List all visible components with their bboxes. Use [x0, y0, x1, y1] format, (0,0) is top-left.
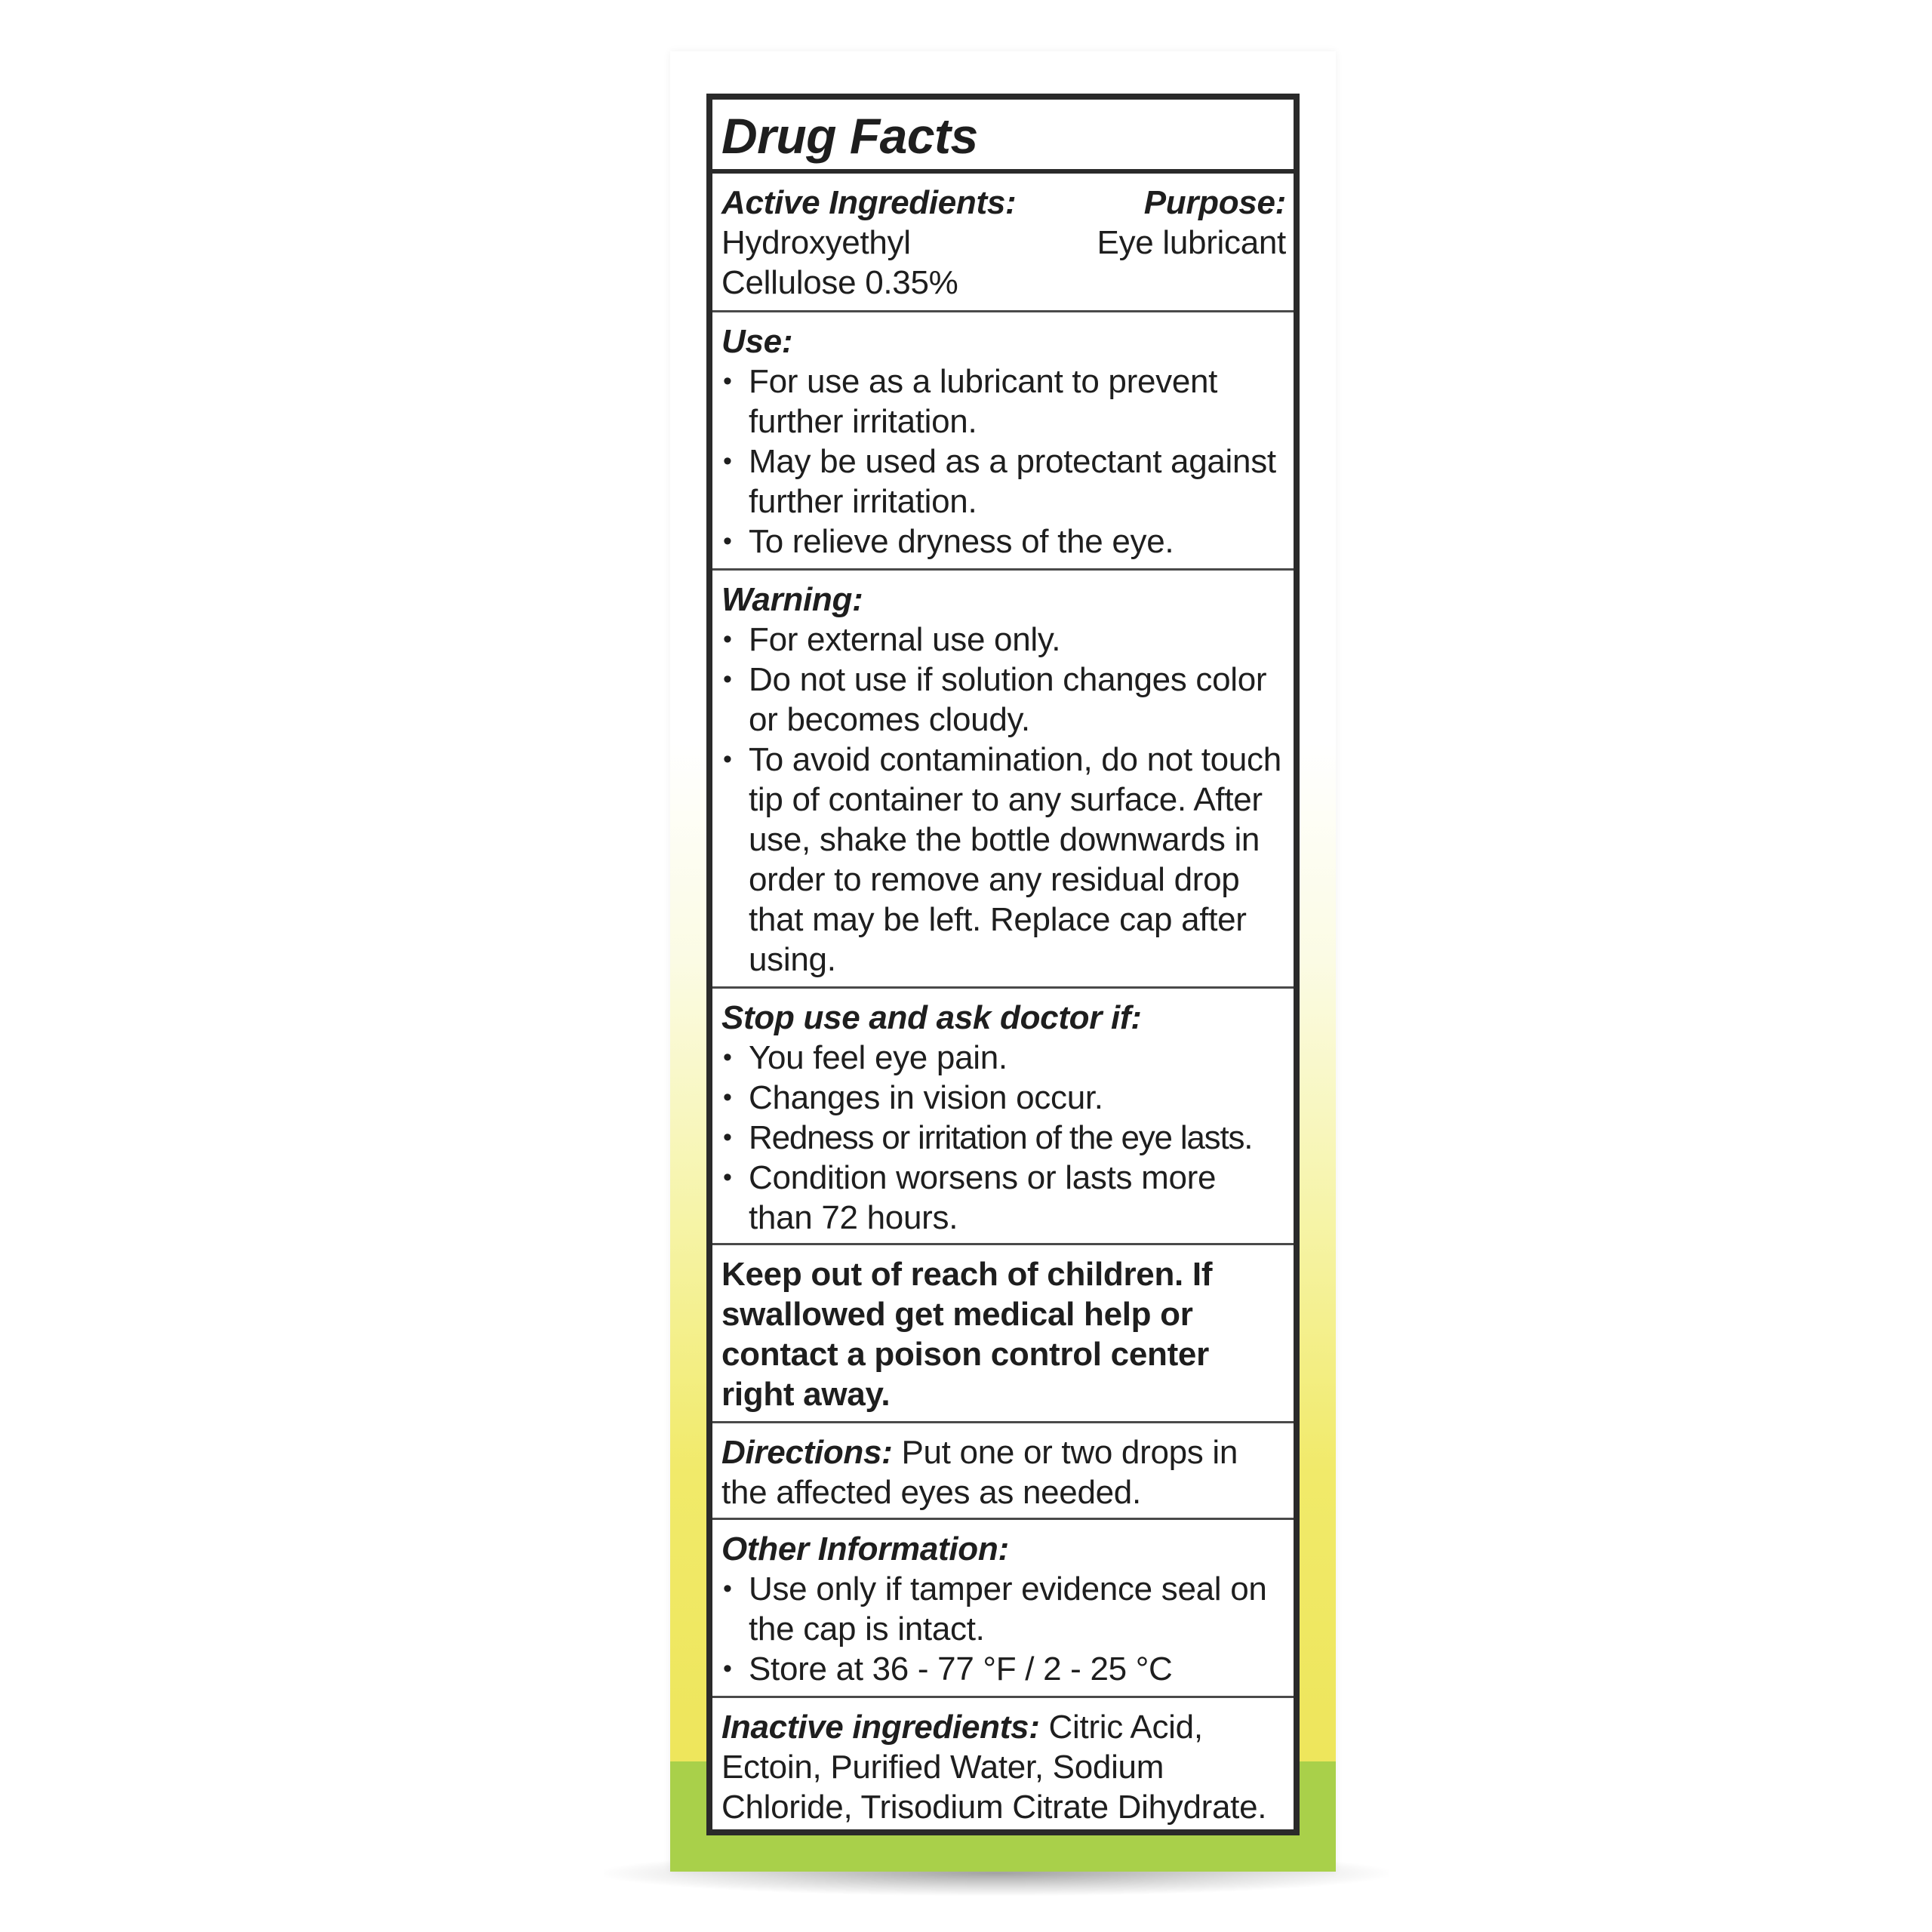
- active-header-row: [721, 183, 1286, 223]
- directions-section: [712, 1423, 1294, 1520]
- inactive-ingredients-section: [712, 1698, 1294, 1833]
- purpose-value: Eye lubricant: [1097, 224, 1286, 261]
- ingredient-line-2: Cellulose 0.35%: [721, 264, 958, 301]
- directions-heading: Directions:: [721, 1434, 893, 1471]
- use-section: [712, 312, 1294, 571]
- inactive-ingredients-text: Citric Acid, Ectoin, Purified Water, Sodium Chloride, Trisodium Citrate Dihydrate.: [721, 1709, 1267, 1826]
- other-information-section: [712, 1520, 1294, 1698]
- stop-use-section: [712, 989, 1294, 1245]
- active-content-row: [721, 223, 1286, 303]
- other-information-list: [721, 1569, 1286, 1689]
- directions-text: Put one or two drops in the affected eyes as needed.: [721, 1434, 1238, 1511]
- warning-heading: Warning:: [721, 581, 863, 618]
- other-information-heading: Other Information:: [721, 1531, 1009, 1567]
- inactive-ingredients-heading: Inactive ingredients:: [721, 1709, 1040, 1746]
- ingredient-line-1: Hydroxyethyl: [721, 224, 911, 261]
- other-information-item: • Use only if tamper evidence seal on the cap is intact.: [721, 1569, 1286, 1649]
- warning-list: [721, 620, 1286, 980]
- warning-item: • For external use only.: [721, 620, 1286, 660]
- drug-facts-panel: [706, 94, 1300, 1835]
- warning-item: • Do not use if solution changes color or becomes cloudy.: [721, 660, 1286, 740]
- stop-use-item: • Redness or irritation of the eye lasts.: [721, 1118, 1286, 1158]
- other-information-item: • Store at 36 - 77 °F / 2 - 25 °C: [721, 1649, 1286, 1689]
- stop-use-item: • You feel eye pain.: [721, 1038, 1286, 1078]
- stop-use-heading: Stop use and ask doctor if:: [721, 999, 1142, 1036]
- use-item: • For use as a lubricant to prevent further irritation.: [721, 361, 1286, 441]
- stop-use-list: [721, 1038, 1286, 1238]
- active-ingredient: [721, 223, 958, 303]
- use-heading: Use:: [721, 323, 793, 360]
- panel-title: Drug Facts: [712, 100, 1294, 174]
- active-ingredients-section: [712, 174, 1294, 312]
- warning-section: [712, 571, 1294, 989]
- warning-item: • To avoid contamination, do not touch tip of container to any surface. After use, shake the bottle downwards in order to remove any residual drop that may be left. Replace cap after using.: [721, 740, 1286, 980]
- stop-use-item: • Condition worsens or lasts more than 72 hours.: [721, 1158, 1286, 1238]
- use-item: • May be used as a protectant against further irritation.: [721, 441, 1286, 521]
- use-item: • To relieve dryness of the eye.: [721, 521, 1286, 561]
- use-list: [721, 361, 1286, 561]
- keep-out-of-reach-section: Keep out of reach of children. If swallowed get medical help or contact a poison control center right away.: [712, 1245, 1294, 1423]
- active-ingredients-heading: Active Ingredients:: [721, 184, 1017, 221]
- purpose-heading: Purpose:: [1143, 184, 1286, 221]
- stop-use-item: • Changes in vision occur.: [721, 1078, 1286, 1118]
